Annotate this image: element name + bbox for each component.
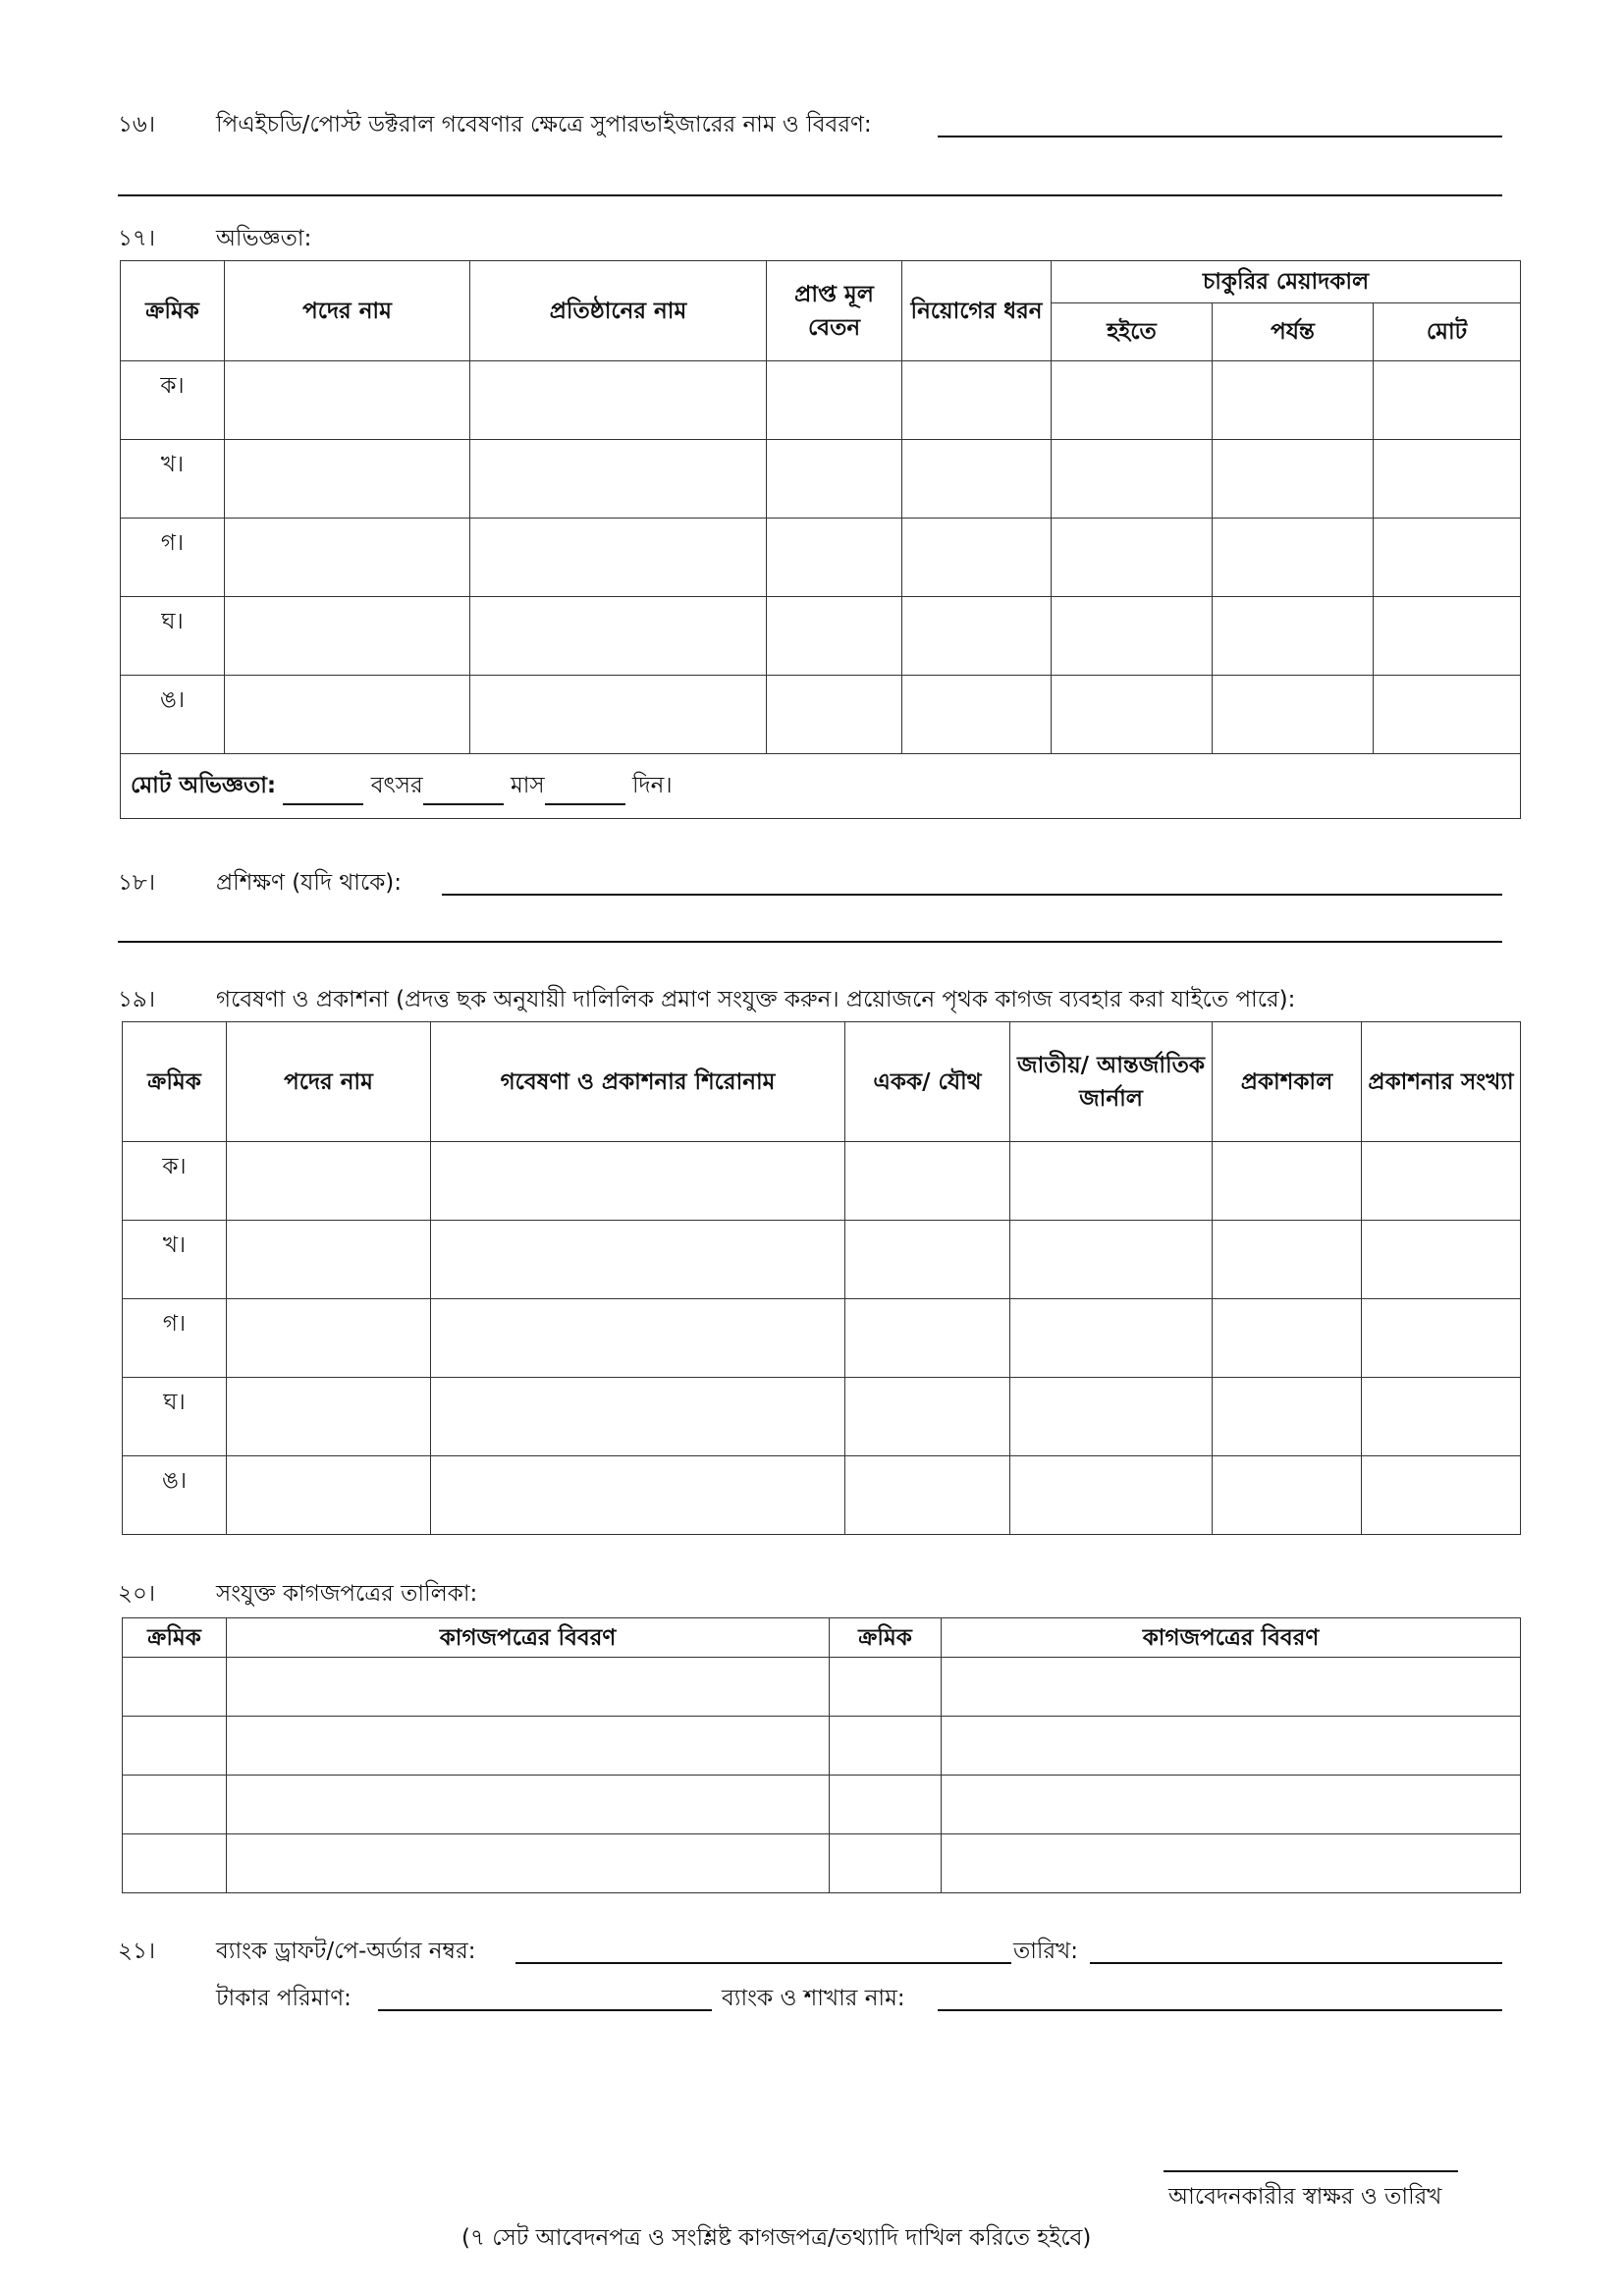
cell[interactable] [1362, 1456, 1521, 1535]
research-publication-table [122, 1021, 1521, 1535]
header-publish-time: প্রকাশকাল [1213, 1022, 1362, 1142]
cell[interactable] [227, 1221, 431, 1299]
supervisor-field-line-2[interactable] [118, 194, 1502, 196]
training-field-line-2[interactable] [118, 941, 1502, 943]
cell[interactable] [1010, 1299, 1213, 1378]
cell[interactable] [227, 1834, 830, 1893]
years-label: বৎসর [370, 773, 423, 798]
cell[interactable] [1362, 1142, 1521, 1221]
cell[interactable] [1213, 1142, 1362, 1221]
section-16-label: পিএইচডি/পোস্ট ডক্টরাল গবেষণার ক্ষেত্রে সুপারভাইজারের নাম ও বিবরণ: [216, 112, 872, 137]
section-16-number: ১৬। [118, 112, 156, 137]
table-row [123, 1658, 1521, 1717]
amount-label: টাকার পরিমাণ: [216, 1986, 352, 2011]
cell[interactable] [902, 597, 1052, 676]
cell[interactable] [1052, 676, 1213, 754]
table-row [123, 1834, 1521, 1893]
total-experience-label: মোট অভিজ্ঞতা: [131, 773, 277, 798]
table-row [121, 676, 1521, 754]
header-post-name: পদের নাম [225, 261, 470, 361]
cell[interactable] [1010, 1378, 1213, 1456]
header-basic-salary: প্রাপ্ত মূল বেতন [767, 261, 902, 361]
bank-branch-label: ব্যাংক ও শাখার নাম: [722, 1986, 905, 2011]
row-serial: গ। [121, 519, 225, 597]
cell[interactable] [1052, 440, 1213, 519]
row-serial: গ। [123, 1299, 227, 1378]
cell[interactable] [1010, 1456, 1213, 1535]
cell[interactable] [1213, 361, 1374, 440]
table-row [123, 1299, 1521, 1378]
total-experience-row [121, 754, 1521, 819]
header-serial: ক্রমিক [121, 261, 225, 361]
amount-field[interactable] [378, 2009, 712, 2011]
cell[interactable] [845, 1142, 1010, 1221]
cell[interactable] [227, 1299, 431, 1378]
section-19-label: গবেষণা ও প্রকাশনা (প্রদত্ত ছক অনুযায়ী দালিলিক প্রমাণ সংযুক্ত করুন। প্রয়োজনে পৃথক কাগজ ব্যবহার করা যাইতে পারে): [216, 987, 1296, 1012]
cell[interactable] [767, 676, 902, 754]
cell[interactable] [902, 676, 1052, 754]
cell[interactable] [1052, 361, 1213, 440]
section-18-label: প্রশিক্ষণ (যদি থাকে): [216, 870, 403, 896]
experience-table [120, 260, 1521, 819]
header-publication-count: প্রকাশনার সংখ্যা [1362, 1022, 1521, 1142]
cell[interactable] [1374, 361, 1521, 440]
cell[interactable] [767, 361, 902, 440]
table-row [121, 597, 1521, 676]
date-field[interactable] [1090, 1962, 1502, 1964]
attached-documents-table [122, 1617, 1521, 1893]
years-field[interactable] [283, 782, 363, 805]
cell[interactable] [1374, 676, 1521, 754]
cell[interactable] [1362, 1378, 1521, 1456]
row-serial: ক। [121, 361, 225, 440]
cell[interactable] [1374, 440, 1521, 519]
header-serial-left: ক্রমিক [123, 1618, 227, 1658]
cell[interactable] [431, 1378, 845, 1456]
cell[interactable] [845, 1456, 1010, 1535]
training-field-line-1[interactable] [442, 894, 1502, 896]
cell[interactable] [1010, 1142, 1213, 1221]
row-serial: ক। [123, 1142, 227, 1221]
cell[interactable] [123, 1776, 227, 1834]
cell[interactable] [470, 440, 767, 519]
row-serial: খ। [121, 440, 225, 519]
header-appointment-type: নিয়োগের ধরন [902, 261, 1052, 361]
cell[interactable] [225, 361, 470, 440]
cell[interactable] [942, 1834, 1521, 1893]
table-row [123, 1378, 1521, 1456]
cell[interactable] [1213, 597, 1374, 676]
cell[interactable] [902, 519, 1052, 597]
cell[interactable] [902, 440, 1052, 519]
section-17-label: অভিজ্ঞতা: [216, 226, 312, 251]
months-label: মাস [510, 773, 545, 798]
days-label: দিন। [631, 773, 673, 798]
cell[interactable] [470, 361, 767, 440]
cell[interactable] [1362, 1299, 1521, 1378]
cell[interactable] [431, 1299, 845, 1378]
months-field[interactable] [423, 782, 504, 805]
table-row [123, 1221, 1521, 1299]
cell[interactable] [123, 1834, 227, 1893]
cell[interactable] [830, 1717, 942, 1776]
cell[interactable] [942, 1776, 1521, 1834]
cell[interactable] [1374, 597, 1521, 676]
cell[interactable] [830, 1834, 942, 1893]
date-label: তারিখ: [1013, 1939, 1079, 1964]
cell[interactable] [830, 1776, 942, 1834]
bank-branch-field[interactable] [938, 2009, 1502, 2011]
header-journal: জাতীয়/ আন্তর্জাতিক জার্নাল [1010, 1022, 1213, 1142]
cell[interactable] [225, 676, 470, 754]
cell[interactable] [123, 1717, 227, 1776]
cell[interactable] [227, 1776, 830, 1834]
cell[interactable] [1052, 597, 1213, 676]
header-job-period: চাকুরির মেয়াদকাল [1052, 261, 1521, 303]
table-row [123, 1717, 1521, 1776]
row-serial: খ। [123, 1221, 227, 1299]
cell[interactable] [1374, 519, 1521, 597]
total-experience-cell [121, 754, 1521, 819]
cell[interactable] [1010, 1221, 1213, 1299]
bank-draft-label: ব্যাংক ড্রাফট/পে-অর্ডার নম্বর: [216, 1939, 476, 1964]
cell[interactable] [1213, 519, 1374, 597]
table-row [123, 1456, 1521, 1535]
cell[interactable] [470, 519, 767, 597]
signature-line[interactable] [1164, 2170, 1458, 2172]
cell[interactable] [227, 1658, 830, 1717]
cell[interactable] [227, 1378, 431, 1456]
section-19-number: ১৯। [118, 987, 156, 1012]
days-field[interactable] [545, 782, 625, 805]
row-serial: ঙ। [121, 676, 225, 754]
cell[interactable] [225, 519, 470, 597]
cell[interactable] [1362, 1221, 1521, 1299]
cell[interactable] [431, 1456, 845, 1535]
cell[interactable] [845, 1378, 1010, 1456]
section-20-label: সংযুক্ত কাগজপত্রের তালিকা: [216, 1581, 478, 1607]
cell[interactable] [767, 597, 902, 676]
header-serial-right: ক্রমিক [830, 1618, 942, 1658]
cell[interactable] [1213, 440, 1374, 519]
header-organization: প্রতিষ্ঠানের নাম [470, 261, 767, 361]
header-publication-title: গবেষণা ও প্রকাশনার শিরোনাম [431, 1022, 845, 1142]
cell[interactable] [902, 361, 1052, 440]
cell[interactable] [767, 519, 902, 597]
section-17-number: ১৭। [118, 226, 156, 251]
row-serial: ঙ। [123, 1456, 227, 1535]
cell[interactable] [470, 597, 767, 676]
row-serial: ঘ। [121, 597, 225, 676]
cell[interactable] [942, 1717, 1521, 1776]
cell[interactable] [1213, 1378, 1362, 1456]
header-description-right: কাগজপত্রের বিবরণ [942, 1618, 1521, 1658]
cell[interactable] [123, 1658, 227, 1717]
cell[interactable] [1213, 1456, 1362, 1535]
table-row [121, 361, 1521, 440]
cell[interactable] [845, 1221, 1010, 1299]
header-serial: ক্রমিক [123, 1022, 227, 1142]
supervisor-field-line-1[interactable] [938, 136, 1502, 137]
header-from: হইতে [1052, 303, 1213, 361]
cell[interactable] [225, 597, 470, 676]
row-serial: ঘ। [123, 1378, 227, 1456]
submission-note: (৭ সেট আবেদনপত্র ও সংশ্লিষ্ট কাগজপত্র/তথ্যাদি দাখিল করিতে হইবে) [461, 2225, 1092, 2251]
signature-label: আবেদনকারীর স্বাক্ষর ও তারিখ [1168, 2184, 1442, 2210]
header-post-name: পদের নাম [227, 1022, 431, 1142]
cell[interactable] [227, 1456, 431, 1535]
cell[interactable] [431, 1142, 845, 1221]
cell[interactable] [1213, 1299, 1362, 1378]
table-row [123, 1142, 1521, 1221]
table-row [123, 1776, 1521, 1834]
cell[interactable] [227, 1717, 830, 1776]
bank-draft-number-field[interactable] [515, 1962, 1011, 1964]
cell[interactable] [431, 1221, 845, 1299]
cell[interactable] [470, 676, 767, 754]
section-20-number: ২০। [118, 1581, 156, 1607]
cell[interactable] [225, 440, 470, 519]
header-single-joint: একক/ যৌথ [845, 1022, 1010, 1142]
cell[interactable] [767, 440, 902, 519]
cell[interactable] [227, 1142, 431, 1221]
header-description-left: কাগজপত্রের বিবরণ [227, 1618, 830, 1658]
cell[interactable] [845, 1299, 1010, 1378]
section-18-number: ১৮। [118, 870, 156, 896]
header-to: পর্যন্ত [1213, 303, 1374, 361]
cell[interactable] [830, 1658, 942, 1717]
header-total: মোট [1374, 303, 1521, 361]
cell[interactable] [1052, 519, 1213, 597]
cell[interactable] [1213, 1221, 1362, 1299]
section-21-number: ২১। [118, 1939, 156, 1964]
table-row [121, 440, 1521, 519]
cell[interactable] [942, 1658, 1521, 1717]
table-row [121, 519, 1521, 597]
cell[interactable] [1213, 676, 1374, 754]
